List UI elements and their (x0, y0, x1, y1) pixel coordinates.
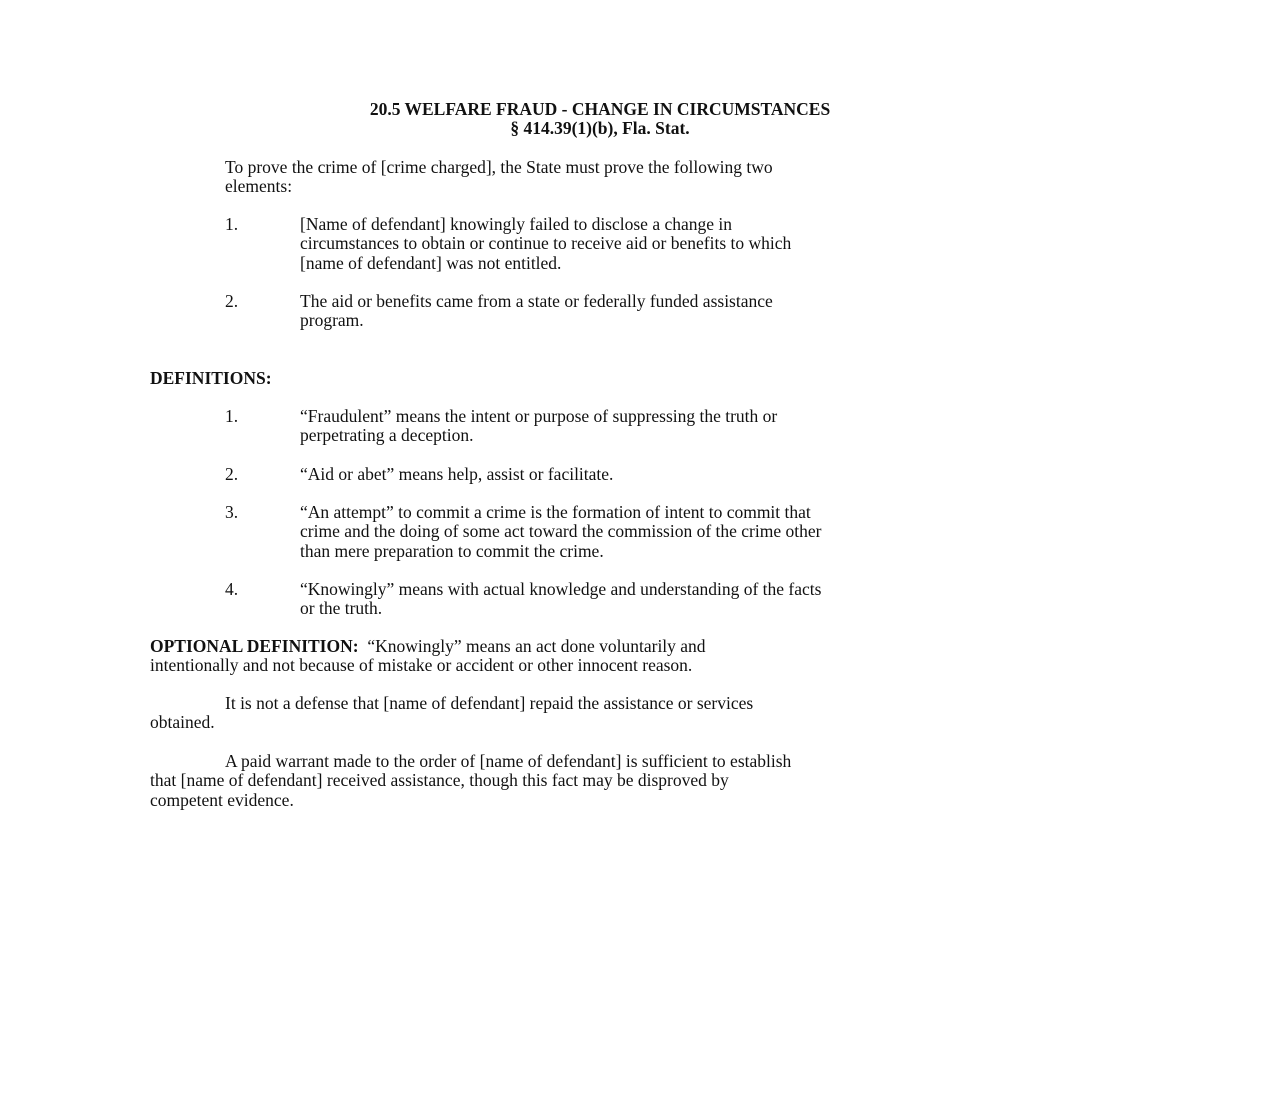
definition-line: than mere preparation to commit the crime. (300, 540, 604, 561)
element-text (300, 292, 1060, 331)
element-line: circumstances to obtain or continue to receive aid or benefits to which (300, 233, 792, 254)
paragraph-line: obtained. (150, 712, 215, 733)
optional-definition-line: intentionally and not because of mistake or accident or other innocent reason. (150, 655, 693, 676)
optional-definition (150, 637, 1050, 676)
definition-line: perpetrating a deception. (300, 425, 474, 446)
paragraph-paid-warrant (150, 752, 1050, 810)
definition-line: “An attempt” to commit a crime is the formation of intent to commit that (300, 502, 811, 522)
definition-line: “Fraudulent” means the intent or purpose of suppressing the truth or (300, 406, 778, 426)
definition-line: “Knowingly” means with actual knowledge and understanding of the facts (300, 579, 822, 599)
optional-definition-label: OPTIONAL DEFINITION: (150, 636, 359, 656)
paragraph-not-a-defense (150, 694, 1050, 733)
paragraph-line: competent evidence. (150, 789, 294, 810)
intro-paragraph (225, 158, 1025, 197)
paragraph-line: It is not a defense that [name of defendant] repaid the assistance or services (225, 693, 754, 713)
element-number: 2. (225, 291, 239, 311)
paragraph-line: that [name of defendant] received assistance, though this fact may be disproved by (150, 770, 729, 791)
definition-line: or the truth. (300, 598, 383, 619)
optional-definition-line (150, 637, 1050, 656)
definition-line: crime and the doing of some act toward the commission of the crime other (300, 521, 822, 542)
definition-number: 4. (225, 579, 239, 599)
definition-number: 2. (225, 464, 239, 484)
optional-definition-text: “Knowingly” means an act done voluntarily and (367, 636, 706, 656)
definition-number: 3. (225, 502, 239, 522)
definition-number: 1. (225, 406, 239, 426)
definition-text (300, 465, 1060, 484)
element-line: program. (300, 310, 364, 331)
definition-text (300, 580, 1060, 619)
document-title (150, 100, 1050, 139)
title-heading: 20.5 WELFARE FRAUD - CHANGE IN CIRCUMSTANCES (369, 99, 831, 119)
element-text (300, 215, 1060, 273)
element-number: 1. (225, 214, 239, 234)
intro-line: To prove the crime of [crime charged], the State must prove the following two (225, 157, 773, 177)
element-line: [Name of defendant] knowingly failed to disclose a change in (300, 214, 733, 234)
definition-text (300, 407, 1060, 446)
definitions-heading: DEFINITIONS: (150, 368, 272, 388)
intro-line: elements: (225, 176, 293, 197)
element-line: [name of defendant] was not entitled. (300, 252, 562, 273)
element-line: The aid or benefits came from a state or federally funded assistance (300, 291, 773, 311)
paragraph-line: A paid warrant made to the order of [name of defendant] is sufficient to establish (225, 751, 792, 771)
statute-citation: § 414.39(1)(b), Fla. Stat. (510, 118, 690, 139)
definition-text (300, 503, 1060, 561)
definition-line: “Aid or abet” means help, assist or facilitate. (300, 464, 614, 484)
